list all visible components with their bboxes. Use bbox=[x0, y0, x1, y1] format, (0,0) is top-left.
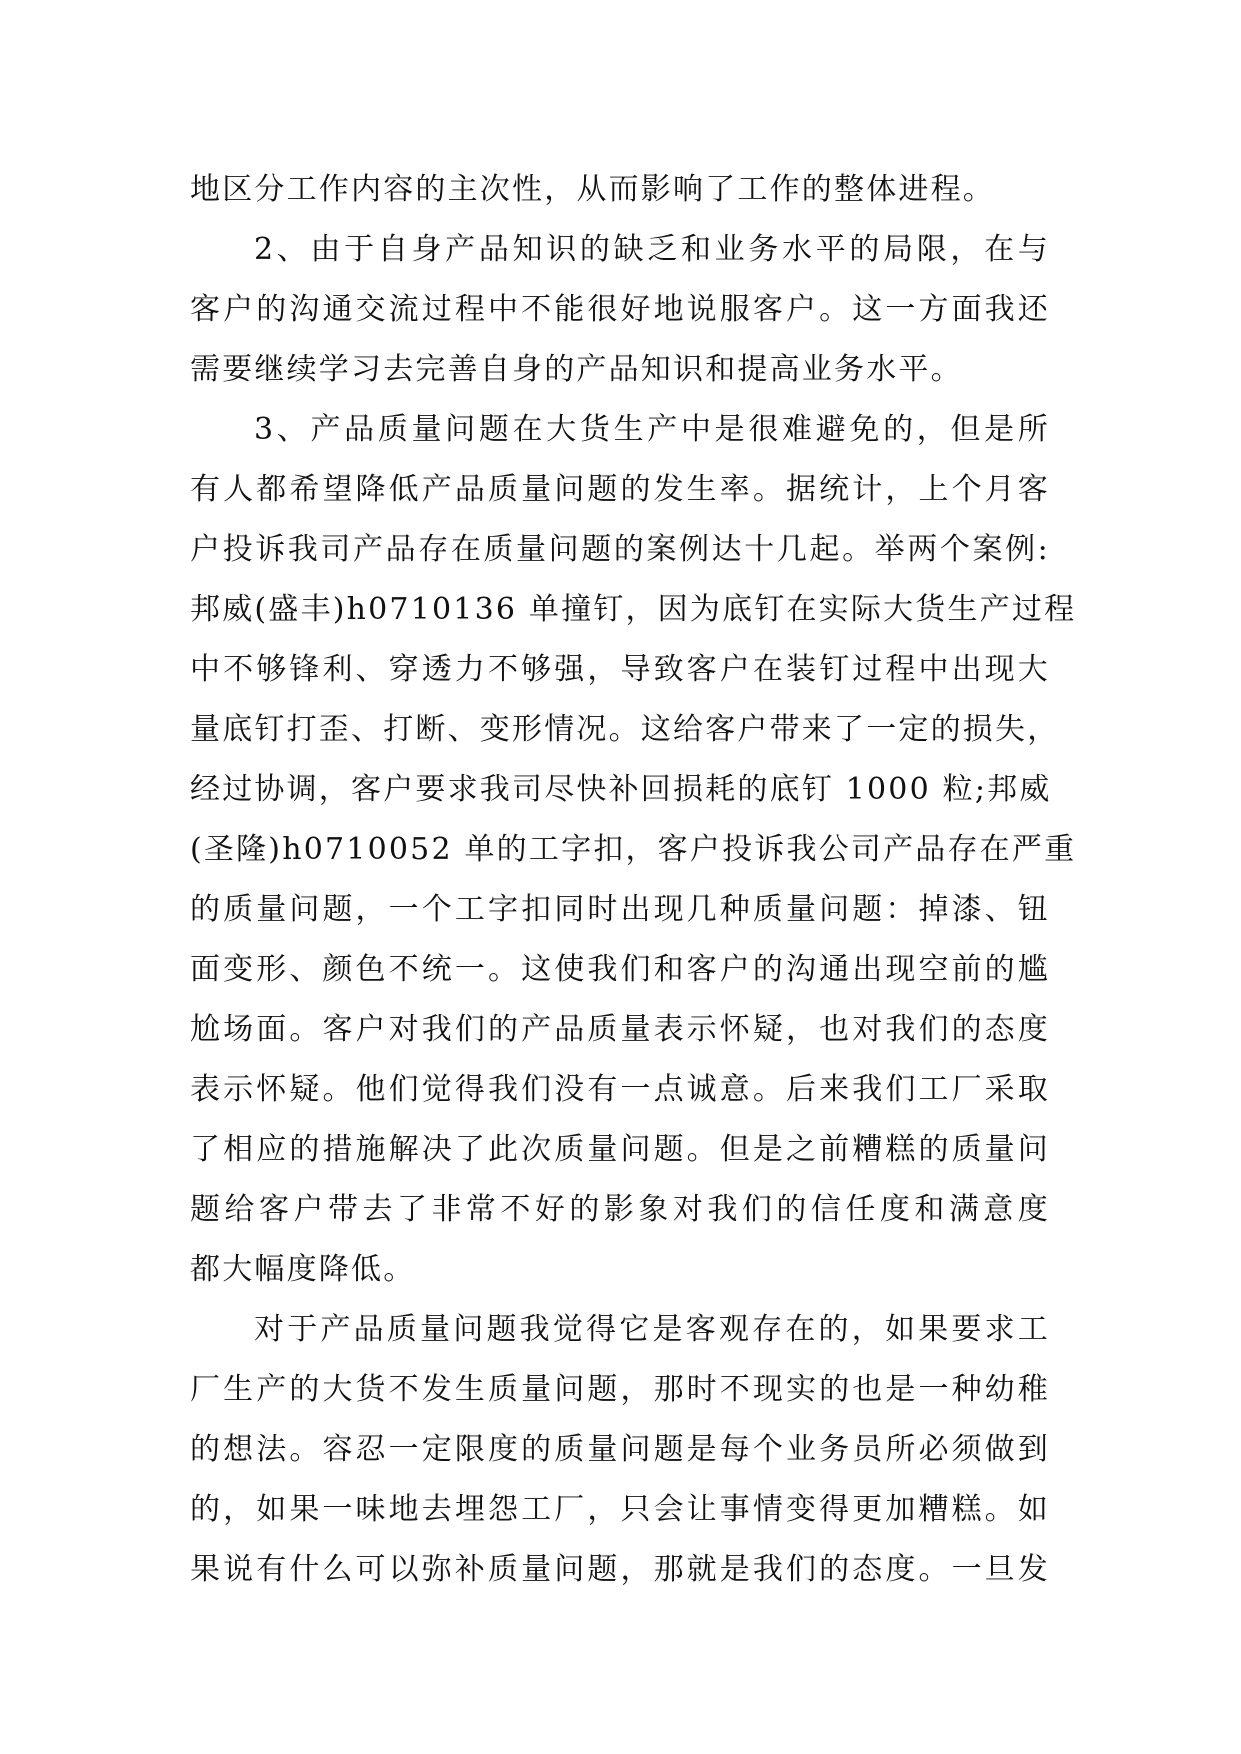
text-line: 量底钉打歪、打断、变形情况。这给客户带来了一定的损失， bbox=[190, 712, 1060, 747]
text-line: 的想法。容忍一定限度的质量问题是每个业务员所必须做到 bbox=[190, 1432, 1050, 1467]
text-line: 尬场面。客户对我们的产品质量表示怀疑，也对我们的态度 bbox=[190, 1012, 1050, 1047]
text-line: 地区分工作内容的主次性，从而影响了工作的整体进程。 bbox=[190, 172, 995, 207]
text-line: 了相应的措施解决了此次质量问题。但是之前糟糕的质量问 bbox=[190, 1132, 1050, 1167]
text-line: 有人都希望降低产品质量问题的发生率。据统计，上个月客 bbox=[190, 472, 1050, 507]
body-text bbox=[190, 160, 1077, 1600]
text-line: 都大幅度降低。 bbox=[190, 1252, 416, 1287]
text-line: 经过协调，客户要求我司尽快补回损耗的底钉 1000 粒;邦威 bbox=[190, 772, 1052, 807]
text-line: 厂生产的大货不发生质量问题，那时不现实的也是一种幼稚 bbox=[190, 1372, 1050, 1407]
text-line: 邦威(盛丰)h0710136 单撞钉，因为底钉在实际大货生产过程 bbox=[190, 592, 1077, 627]
text-line: 客户的沟通交流过程中不能很好地说服客户。这一方面我还 bbox=[190, 292, 1050, 327]
text-line: 的质量问题，一个工字扣同时出现几种质量问题：掉漆、钮 bbox=[190, 892, 1050, 927]
text-line: 户投诉我司产品存在质量问题的案例达十几起。举两个案例: bbox=[190, 532, 1050, 567]
text-line: 的，如果一味地去埋怨工厂，只会让事情变得更加糟糕。如 bbox=[190, 1492, 1050, 1527]
text-line: 2、由于自身产品知识的缺乏和业务水平的局限，在与 bbox=[254, 232, 1050, 267]
text-line: 需要继续学习去完善自身的产品知识和提高业务水平。 bbox=[190, 352, 963, 387]
text-line: (圣隆)h0710052 单的工字扣，客户投诉我公司产品存在严重 bbox=[190, 832, 1077, 867]
text-line: 果说有什么可以弥补质量问题，那就是我们的态度。一旦发 bbox=[190, 1552, 1050, 1587]
text-line: 对于产品质量问题我觉得它是客观存在的，如果要求工 bbox=[254, 1312, 1050, 1347]
text-line: 中不够锋利、穿透力不够强，导致客户在装钉过程中出现大 bbox=[190, 652, 1050, 687]
text-line: 题给客户带去了非常不好的影象对我们的信任度和满意度 bbox=[190, 1192, 1050, 1227]
text-line: 3、产品质量问题在大货生产中是很难避免的，但是所 bbox=[254, 412, 1050, 447]
text-line: 表示怀疑。他们觉得我们没有一点诚意。后来我们工厂采取 bbox=[190, 1072, 1050, 1107]
text-line: 面变形、颜色不统一。这使我们和客户的沟通出现空前的尴 bbox=[190, 952, 1050, 987]
